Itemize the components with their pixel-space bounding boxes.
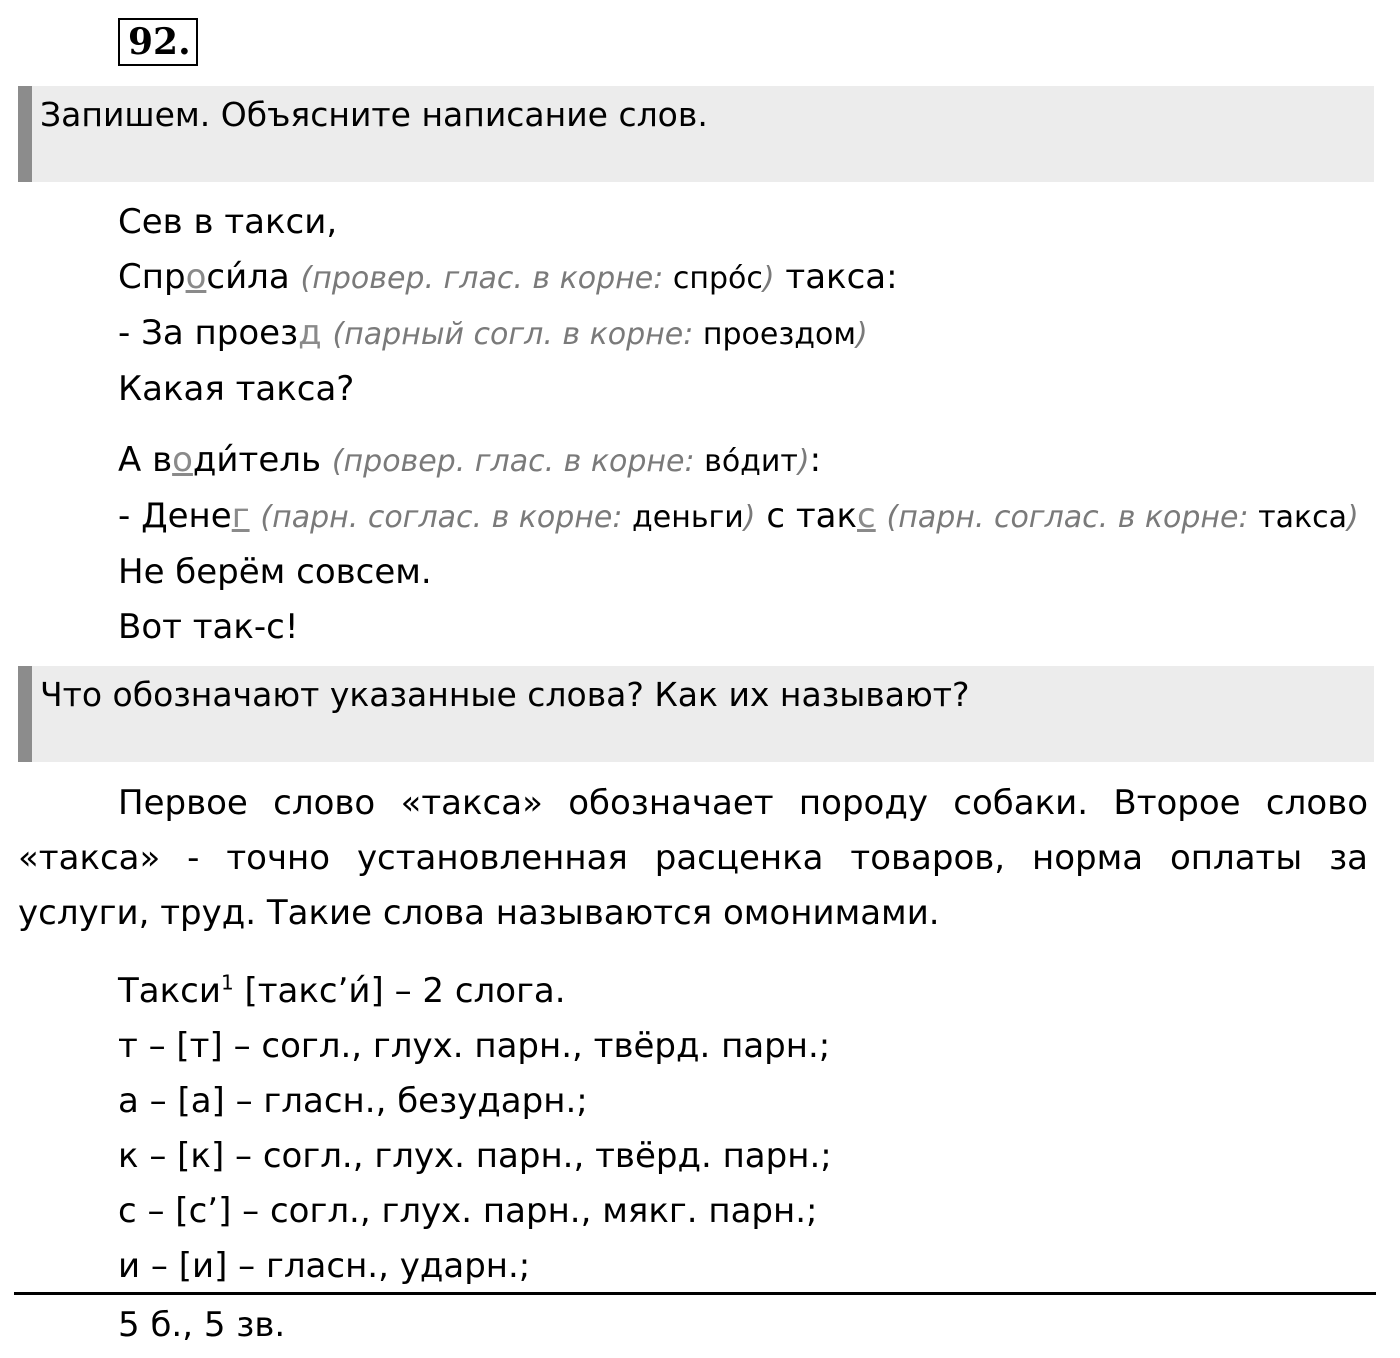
text-fragment: Спр	[118, 257, 186, 297]
text-fragment: си́ла	[206, 257, 290, 297]
highlighted-letter: о	[185, 257, 207, 297]
analysis-line: с – [с’] – согл., глух. парн., мякг. парн.;	[118, 1191, 818, 1231]
check-word: во́дит	[704, 444, 798, 479]
text-fragment	[322, 313, 333, 353]
poem-line-7: Не берём совсем.	[118, 552, 432, 592]
text-fragment: ди́тель	[192, 440, 332, 480]
analysis-line: т – [т] – согл., глух. парн., твёрд. парн.;	[118, 1026, 831, 1066]
text-fragment	[876, 496, 887, 536]
check-word: деньги	[632, 500, 744, 535]
poem-part-2	[118, 433, 1388, 655]
poem-line-1: Сев в такси,	[118, 202, 338, 242]
answer-paragraph	[18, 776, 1368, 941]
poem-line-5	[118, 433, 1388, 489]
highlighted-letter: г	[231, 496, 250, 536]
divider	[14, 1292, 1376, 1295]
check-word: проездом	[702, 317, 857, 352]
analysis-header: Такси$^1$ [такс’и́] – 2 слога.	[118, 970, 566, 1011]
highlighted-letter: с	[857, 496, 876, 536]
spelling-comment: (провер. глас. в корне: во́дит)	[331, 444, 810, 479]
text-fragment	[290, 257, 301, 297]
task-instruction-2: Что обозначают указанные слова? Как их называют?	[18, 666, 1374, 762]
task-instruction-1: Запишем. Объясните написание слов.	[18, 86, 1374, 182]
poem-line-2	[118, 250, 1388, 306]
text-fragment: А в	[118, 440, 173, 480]
analysis-line: а – [а] – гласн., безударн.;	[118, 1081, 588, 1121]
poem-part-1	[118, 195, 1388, 417]
highlighted-letter: о	[172, 440, 193, 480]
poem-line-6	[118, 489, 1388, 545]
spelling-comment: (парн. соглас. в корне: такса)	[886, 500, 1359, 535]
poem-line-8: Вот так-с!	[118, 607, 299, 647]
spelling-comment: (парн. соглас. в корне: деньги)	[260, 500, 756, 535]
exercise-number: 92.	[118, 18, 198, 66]
spelling-comment: (парный согл. в корне: проездом)	[332, 317, 868, 352]
poem-line-3	[118, 306, 1388, 362]
text-fragment: - Дене	[118, 496, 232, 536]
footnote-mark: 1	[220, 970, 234, 995]
phonetic-analysis	[118, 964, 1378, 1294]
answer-text: Первое слово «такса» обозначает породу собаки. Второе слово «такса» - точно установленная расценка товаров, норма оплаты за услуги, труд. Такие слова называются омонимами.	[18, 783, 1368, 933]
poem-line-4: Какая такса?	[118, 369, 355, 409]
check-word: такса	[1258, 500, 1348, 535]
spelling-comment: (провер. глас. в корне: спро́с)	[300, 261, 775, 296]
analysis-line: и – [и] – гласн., ударн.;	[118, 1246, 531, 1286]
text-fragment: с так	[755, 496, 858, 536]
check-word: спро́с	[672, 261, 763, 296]
analysis-line: к – [к] – согл., глух. парн., твёрд. парн.;	[118, 1136, 832, 1176]
text-fragment: :	[809, 440, 822, 480]
text-fragment	[250, 496, 261, 536]
highlighted-letter: д	[298, 313, 322, 353]
text-fragment: такса:	[774, 257, 898, 297]
letter-sound-count: 5 б., 5 зв.	[118, 1305, 286, 1345]
text-fragment: - За проез	[118, 313, 299, 353]
